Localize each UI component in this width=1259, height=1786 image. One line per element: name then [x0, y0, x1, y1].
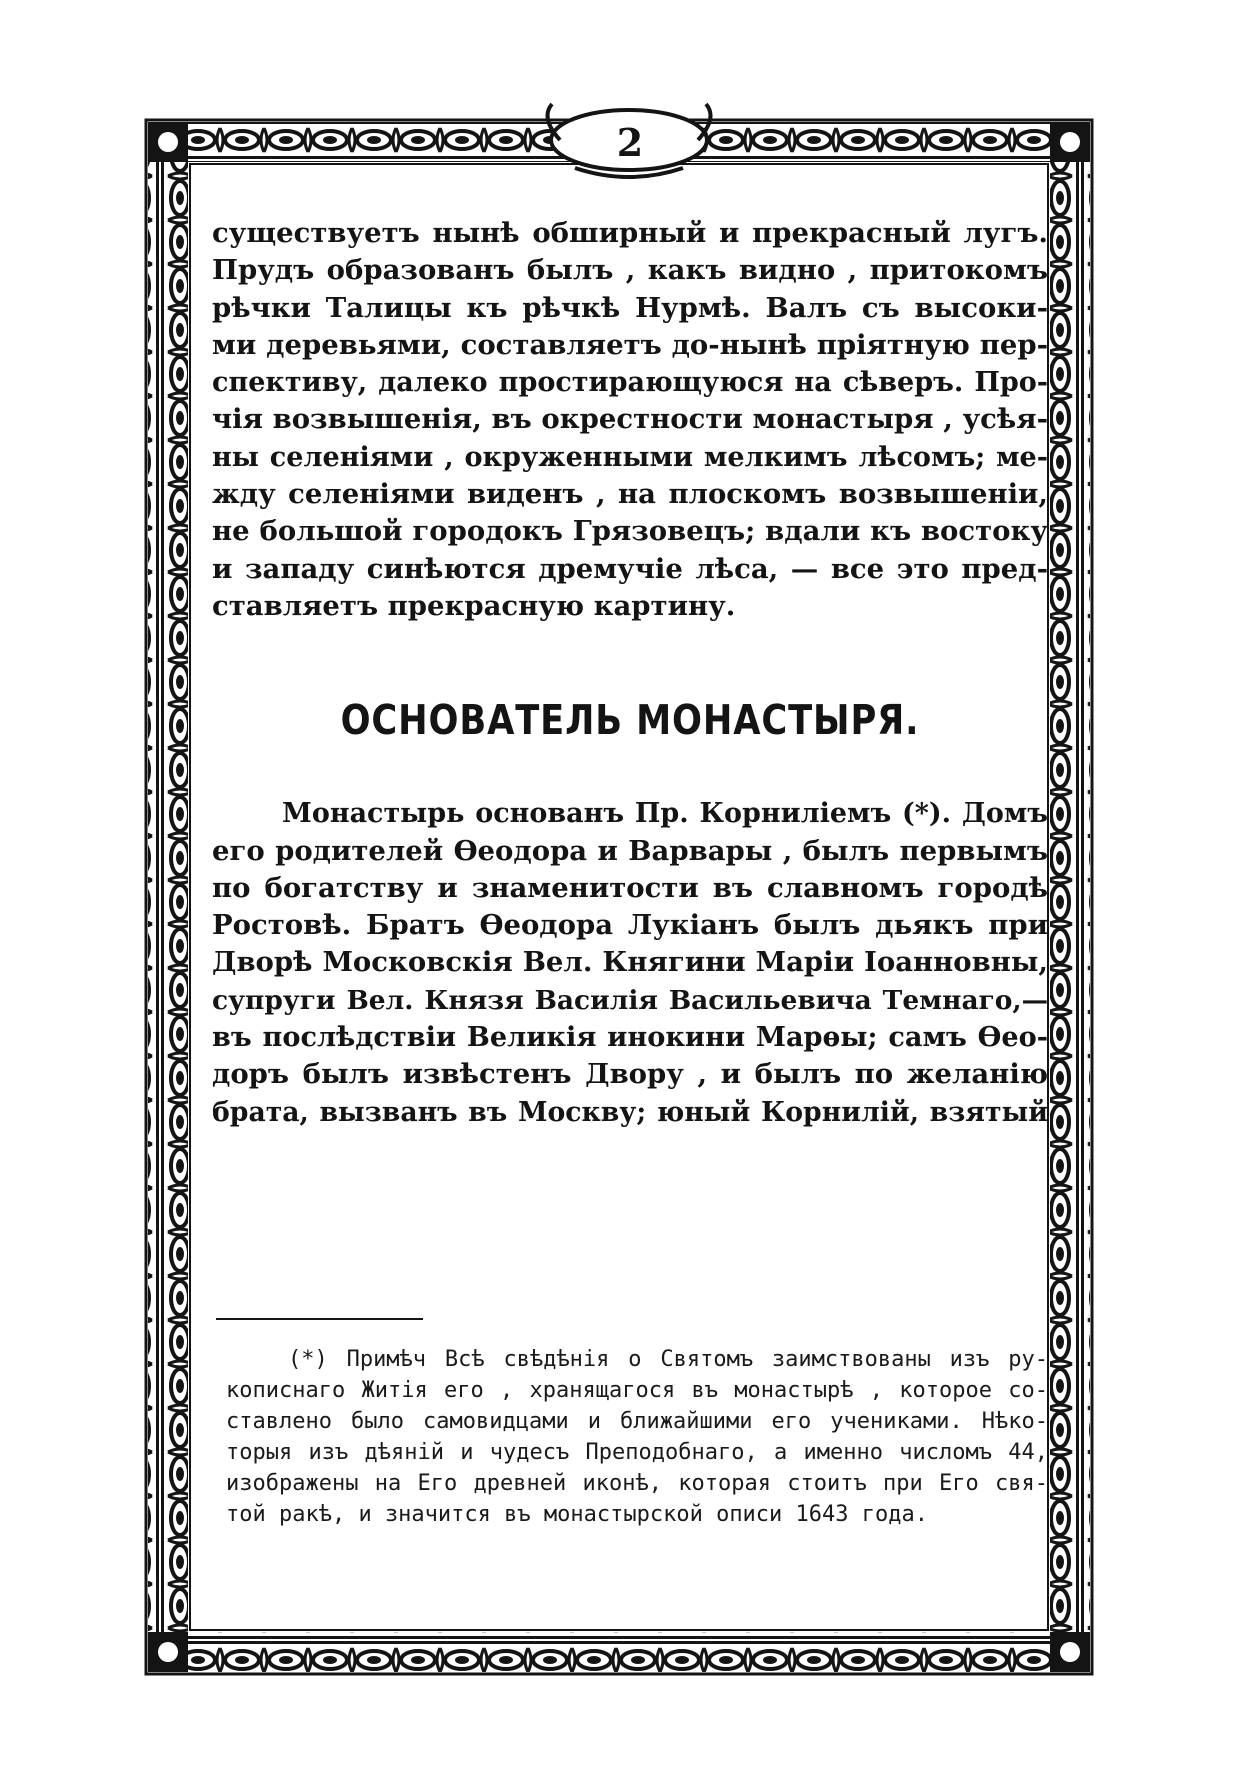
text-line: Монастырь основанъ Пр. Корниліемъ (*). Домъ [282, 798, 1048, 830]
text-line: не большой городокъ Грязовецъ; вдали къ востоку [212, 515, 1048, 548]
text-line: существуетъ нынѣ обширный и прекрасный лугъ. [212, 217, 1048, 249]
text-line: въ послѣдствіи Великія инокини Марѳы; самъ Ѳео- [212, 1021, 1048, 1054]
text-line: его родителей Ѳеодора и Варвары , былъ первымъ [212, 834, 1048, 867]
text-line: рѣчки Талицы къ рѣчкѣ Нурмѣ. Валъ съ высоки- [212, 291, 1048, 324]
footnote-line: кописнаго Житія его , хранящагося въ монастырѣ , которое со- [226, 1378, 1048, 1403]
text-line: брата, вызванъ въ Москву; юный Корнилій, взятый [212, 1096, 1048, 1128]
text-line: Дворѣ Московскія Вел. Княгини Маріи Іоанновны, [212, 946, 1048, 979]
page-number-cartouche [560, 112, 700, 172]
page-number: 2 [603, 120, 657, 165]
footnote-line: той ракѣ, и значится въ монастырской описи 1643 года. [226, 1502, 928, 1527]
text-line: ставляетъ прекрасную картину. [212, 589, 736, 622]
footnote-line: изображены на Его древней иконѣ, которая стоитъ при Его свя- [226, 1471, 1048, 1496]
footnote-line: (*) Примѣч Всѣ свѣдѣнія о Святомъ заимствованы изъ ру- [288, 1347, 1048, 1372]
paragraph-landscape [212, 215, 1048, 625]
footnote [226, 1344, 1048, 1530]
text-line: спективу, далеко простирающуюся на сѣверъ. Про- [212, 367, 1048, 399]
text-line: Ростовѣ. Братъ Ѳеодора Лукіанъ былъ дьякъ при [212, 909, 1048, 942]
paragraph-founder [212, 795, 1048, 1131]
text-line: чія возвышенія, въ окрестности монастыря , усѣя- [212, 403, 1048, 436]
text-line: жду селеніями виденъ , на плоскомъ возвышеніи, [212, 478, 1048, 511]
text-line: и западу синѣются дремучіе лѣса, — все это пред- [212, 552, 1048, 585]
footnote-separator [216, 1318, 423, 1320]
text-line: ми деревьями, составляетъ до-нынѣ пріятную пер- [212, 328, 1048, 361]
text-line: доръ былъ извѣстенъ Двору , и былъ по желанію [212, 1058, 1048, 1091]
text-line: ны селеніями , окруженными мелкимъ лѣсомъ; ме- [212, 441, 1048, 473]
text-line: по богатству и знаменитости въ славномъ городѣ [212, 871, 1048, 904]
section-heading: ОСНОВАТЕЛЬ МОНАСТЫРЯ. [340, 696, 920, 745]
footnote-line: ставлено было самовидцами и ближайшими его учениками. Нѣко- [226, 1409, 1048, 1434]
text-line: супруги Вел. Князя Василія Васильевича Темнаго,— [212, 984, 1048, 1016]
footnote-line: торыя изъ дѣяній и чудесъ Преподобнаго, а именно числомъ 44, [226, 1440, 1048, 1465]
text-line: Прудъ образованъ былъ , какъ видно , притокомъ [212, 254, 1048, 287]
page-body [212, 215, 1048, 1131]
